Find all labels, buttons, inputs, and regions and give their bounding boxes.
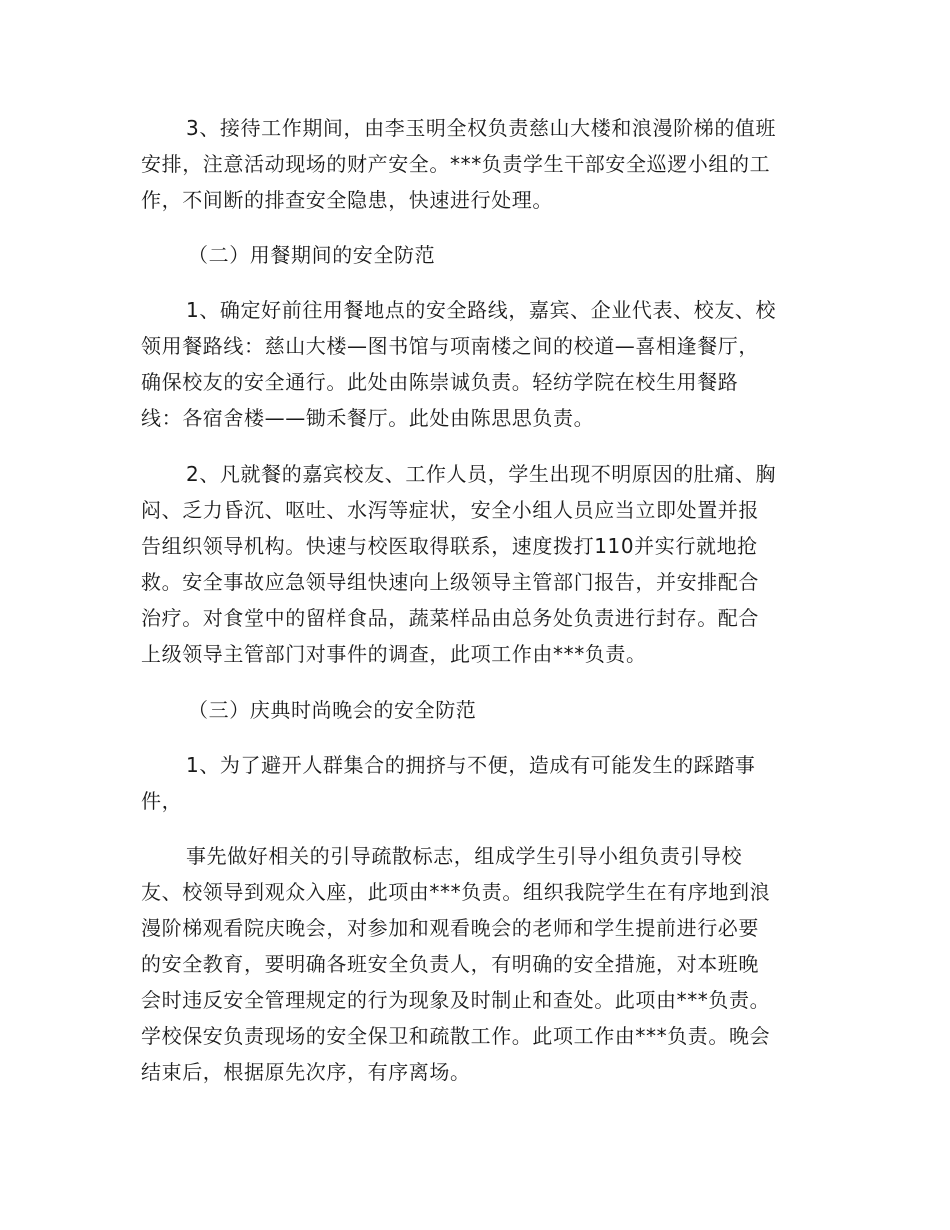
paragraph-3-line-3: 确保校友的安全通行。此处由陈崇诚负责。轻纺学院在校生用餐路 (141, 370, 739, 394)
paragraph-1-line-3: 作，不间断的排查安全隐患，快速进行处理。 (141, 188, 553, 212)
paragraph-7-line-3: 漫阶梯观看院庆晚会，对参加和观看晚会的老师和学生提前进行必要 (141, 916, 759, 940)
paragraph-6-line-1: 1、为了避开人群集合的拥挤与不便，造成有可能发生的踩踏事 (186, 753, 756, 777)
paragraph-4-line-1: 2、凡就餐的嘉宾校友、工作人员，学生出现不明原因的肚痛、胸 (186, 462, 777, 486)
paragraph-3-line-4: 线：各宿舍楼——锄禾餐厅。此处由陈思思负责。 (141, 406, 595, 430)
paragraph-4-line-6: 上级领导主管部门对事件的调查，此项工作由***负责。 (141, 642, 647, 666)
paragraph-1-line-2: 安排，注意活动现场的财产安全。***负责学生干部安全巡逻小组的工 (141, 152, 771, 176)
section-heading-3: （三）庆典时尚晚会的安全防范 (188, 698, 477, 722)
paragraph-7-line-1: 事先做好相关的引导疏散标志，组成学生引导小组负责引导校 (186, 844, 743, 868)
paragraph-7-line-4: 的安全教育，要明确各班安全负责人，有明确的安全措施，对本班晚 (141, 952, 759, 976)
section-heading-2: （二）用餐期间的安全防范 (188, 243, 436, 267)
paragraph-4-line-4: 救。安全事故应急领导组快速向上级领导主管部门报告，并安排配合 (141, 570, 759, 594)
paragraph-4-line-3: 告组织领导机构。快速与校医取得联系，速度拨打110并实行就地抢 (141, 534, 758, 558)
paragraph-7-line-7: 结束后，根据原先次序，有序离场。 (141, 1060, 471, 1084)
paragraph-3-line-1: 1、确定好前往用餐地点的安全路线，嘉宾、企业代表、校友、校 (186, 298, 777, 322)
paragraph-7-line-5: 会时违反安全管理规定的行为现象及时制止和查处。此项由***负责。 (141, 988, 771, 1012)
paragraph-7-line-2: 友、校领导到观众入座，此项由***负责。组织我院学生在有序地到浪 (141, 880, 771, 904)
paragraph-1-line-1: 3、接待工作期间，由李玉明全权负责慈山大楼和浪漫阶梯的值班 (186, 116, 777, 140)
paragraph-3-line-2: 领用餐路线：慈山大楼—图书馆与项南楼之间的校道—喜相逢餐厅， (141, 334, 759, 358)
paragraph-4-line-2: 闷、乏力昏沉、呕吐、水泻等症状，安全小组人员应当立即处置并报 (141, 498, 759, 522)
paragraph-4-line-5: 治疗。对食堂中的留样食品，蔬菜样品由总务处负责进行封存。配合 (141, 606, 759, 630)
paragraph-7-line-6: 学校保安负责现场的安全保卫和疏散工作。此项工作由***负责。晚会 (141, 1024, 771, 1048)
paragraph-6-line-2: 件， (141, 789, 183, 813)
